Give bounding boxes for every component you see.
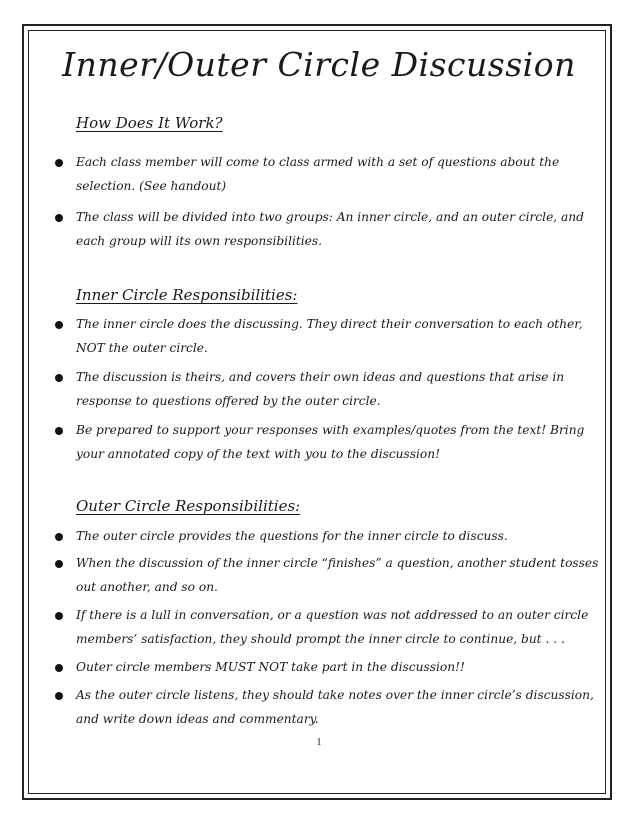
bullet-icon <box>55 533 63 541</box>
bullet-icon <box>55 321 63 329</box>
list-item-text: Each class member will come to class armed with a set of questions about the selection. (See handout) <box>76 155 560 193</box>
bullet-icon <box>55 159 63 167</box>
list-item-text: The inner circle does the discussing. They direct their conversation to each other, NOT the outer circle. <box>76 317 583 355</box>
list-item-text: The discussion is theirs, and covers their own ideas and questions that arise in response to questions offered by the outer circle. <box>76 370 565 408</box>
page-title: Inner/Outer Circle Discussion <box>62 45 576 84</box>
bullet-icon <box>55 427 63 435</box>
bullet-icon <box>55 612 63 620</box>
bullet-icon <box>55 214 63 222</box>
list-item-text: Outer circle members MUST NOT take part in the discussion!! <box>76 660 465 674</box>
page-number: 1 <box>316 737 322 748</box>
list-item-text: When the discussion of the inner circle “finishes” a question, another student tosses out another, and so on. <box>76 556 599 594</box>
bullet-icon <box>55 664 63 672</box>
list-item-text: The class will be divided into two groups: An inner circle, and an outer circle, and each group will its own responsibilities. <box>76 210 584 248</box>
list-item-text: If there is a lull in conversation, or a question was not addressed to an outer circle members’ satisfaction, they should prompt the inner circle to continue, but . . . <box>76 608 589 646</box>
section-heading-how-it-works: How Does It Work? <box>76 114 223 132</box>
list-item-text: The outer circle provides the questions for the inner circle to discuss. <box>76 529 508 543</box>
bullet-icon <box>55 560 63 568</box>
bullet-icon <box>55 374 63 382</box>
list-item-text: As the outer circle listens, they should take notes over the inner circle’s discussion, and write down ideas and commentary. <box>76 688 594 726</box>
bullet-icon <box>55 692 63 700</box>
section-heading-inner-circle: Inner Circle Responsibilities: <box>76 286 298 304</box>
section-heading-outer-circle: Outer Circle Responsibilities: <box>76 497 301 515</box>
list-item-text: Be prepared to support your responses with examples/quotes from the text! Bring your annotated copy of the text with you to the discussion! <box>76 423 585 461</box>
